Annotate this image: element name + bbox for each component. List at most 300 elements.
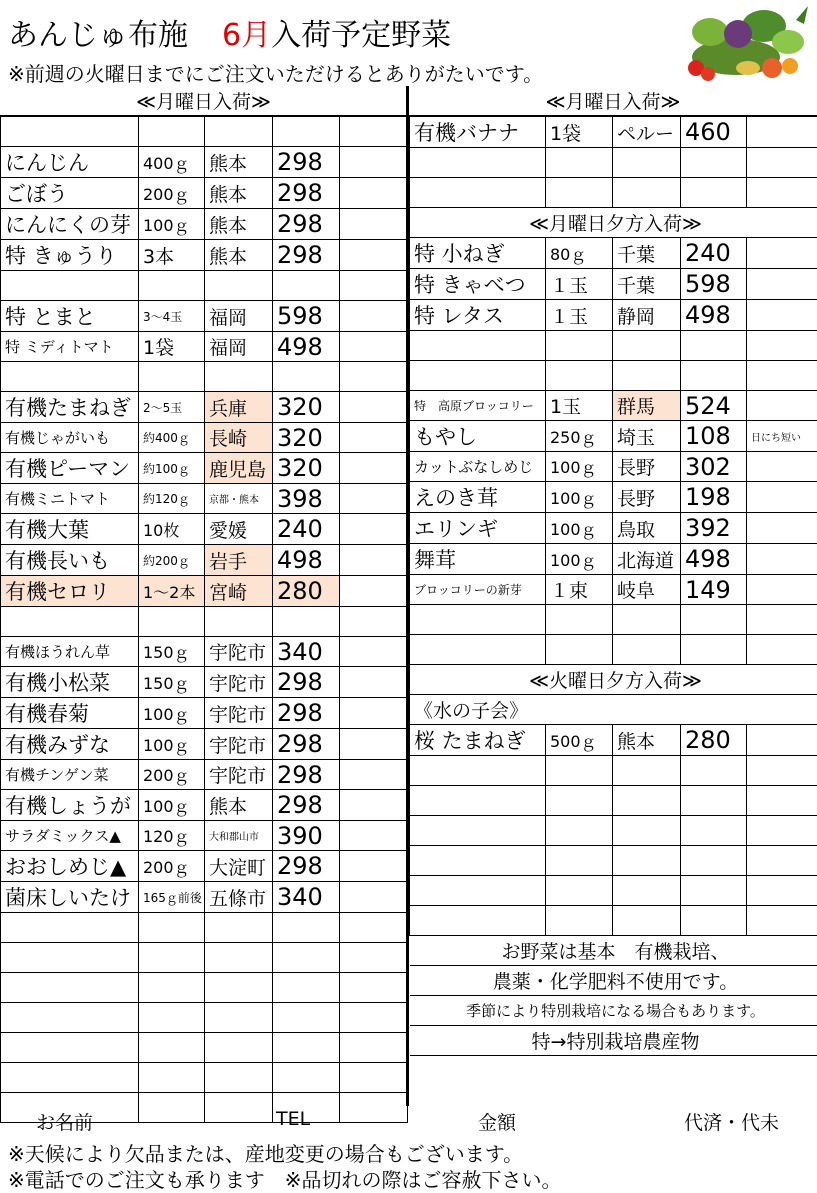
product-quantity	[546, 846, 613, 876]
group-label: 《水の子会》	[410, 695, 817, 725]
extra-note[interactable]	[747, 391, 817, 421]
extra-note[interactable]	[340, 1003, 408, 1033]
product-quantity: 120ｇ	[139, 821, 205, 851]
product-name	[1, 362, 139, 392]
extra-note[interactable]	[340, 362, 408, 392]
product-price: 298	[273, 147, 340, 178]
page-title	[8, 10, 451, 54]
product-quantity: １玉	[546, 300, 613, 331]
product-quantity: 10枚	[139, 514, 205, 545]
product-price: 298	[273, 240, 340, 271]
product-row	[410, 391, 817, 421]
extra-note[interactable]	[747, 117, 817, 148]
product-name: 有機セロリ	[1, 576, 139, 607]
product-name	[410, 331, 546, 361]
product-row	[1, 332, 408, 362]
section-heading: ≪月曜日夕方入荷≫	[410, 208, 817, 238]
product-price: 298	[273, 760, 340, 790]
section-tuesday-evening-arrival	[410, 665, 817, 695]
extra-note[interactable]: 日にち短い	[747, 421, 817, 452]
product-quantity	[546, 876, 613, 906]
extra-note[interactable]	[340, 790, 408, 821]
product-price: 298	[273, 729, 340, 760]
product-quantity: 200ｇ	[139, 760, 205, 790]
product-quantity: 約120ｇ	[139, 484, 205, 514]
product-name: 舞茸	[410, 544, 546, 575]
product-origin: 宇陀市	[205, 698, 273, 729]
section-monday-evening-arrival	[410, 208, 817, 238]
product-origin	[613, 756, 681, 786]
product-price	[681, 876, 747, 906]
product-origin	[205, 913, 273, 943]
product-name	[410, 816, 546, 846]
extra-note[interactable]	[340, 698, 408, 729]
product-price: 498	[273, 545, 340, 576]
product-row	[1, 667, 408, 698]
extra-note[interactable]	[340, 392, 408, 423]
vegetables-illustration-icon	[676, 2, 812, 86]
product-quantity: 約200ｇ	[139, 545, 205, 576]
product-price: 298	[273, 178, 340, 209]
extra-note[interactable]	[340, 423, 408, 453]
name-field-label[interactable]: お名前	[36, 1112, 94, 1134]
product-price: 598	[681, 269, 747, 300]
product-price	[273, 117, 340, 147]
product-name	[1, 913, 139, 943]
product-quantity: 100ｇ	[546, 482, 613, 513]
extra-note[interactable]	[747, 331, 817, 361]
product-price	[273, 1003, 340, 1033]
product-row	[410, 906, 817, 936]
product-name	[410, 906, 546, 936]
amount-field-label[interactable]: 金額	[478, 1112, 517, 1134]
product-price	[273, 943, 340, 973]
product-quantity	[139, 607, 205, 637]
product-quantity	[546, 605, 613, 635]
product-row	[410, 816, 817, 846]
store-name: あんじゅ布施	[8, 18, 188, 53]
product-name	[410, 635, 546, 665]
product-origin: 千葉	[613, 269, 681, 300]
cultivation-note: 農薬・化学肥料不使用です。	[410, 966, 817, 996]
weather-note: ※天候により欠品または、産地変更の場合もございます。	[8, 1142, 524, 1166]
product-name	[410, 178, 546, 208]
product-name: 有機しょうが	[1, 790, 139, 821]
right-column	[409, 86, 817, 1106]
extra-note[interactable]	[747, 816, 817, 846]
product-origin: 宇陀市	[205, 760, 273, 790]
product-name	[410, 846, 546, 876]
product-price	[273, 271, 340, 301]
product-quantity	[139, 1003, 205, 1033]
footer	[0, 1106, 817, 1193]
product-quantity	[546, 786, 613, 816]
product-name	[1, 117, 139, 147]
product-name: 特 小ねぎ	[410, 238, 546, 269]
product-row	[410, 605, 817, 635]
extra-note[interactable]	[340, 667, 408, 698]
product-price: 240	[273, 514, 340, 545]
extra-note[interactable]	[340, 178, 408, 209]
product-price	[273, 1033, 340, 1063]
product-name: にんじん	[1, 147, 139, 178]
monday-produce-table	[0, 116, 408, 1123]
product-row	[410, 300, 817, 331]
product-name: カットぶなしめじ	[410, 452, 546, 482]
product-origin: 群馬	[613, 391, 681, 421]
product-quantity	[139, 271, 205, 301]
product-origin	[613, 635, 681, 665]
product-origin: 宇陀市	[205, 667, 273, 698]
product-name: 有機大葉	[1, 514, 139, 545]
product-origin: 北海道	[613, 544, 681, 575]
product-quantity	[546, 178, 613, 208]
extra-note[interactable]	[340, 576, 408, 607]
product-origin: 兵庫	[205, 392, 273, 423]
cultivation-note-row	[410, 996, 817, 1026]
extra-note[interactable]	[340, 545, 408, 576]
product-quantity: 約100ｇ	[139, 453, 205, 484]
extra-note[interactable]	[747, 269, 817, 300]
product-quantity: 150ｇ	[139, 667, 205, 698]
extra-note[interactable]	[747, 544, 817, 575]
extra-note[interactable]	[747, 786, 817, 816]
product-quantity	[546, 331, 613, 361]
section-heading: ≪火曜日夕方入荷≫	[410, 665, 817, 695]
group-label-row	[410, 695, 817, 725]
section-monday-arrival-right: ≪月曜日入荷≫	[409, 86, 817, 116]
product-name: 有機長いも	[1, 545, 139, 576]
product-origin: 宮崎	[205, 576, 273, 607]
product-row	[1, 209, 408, 240]
extra-note[interactable]	[340, 821, 408, 851]
product-row	[410, 421, 817, 452]
product-origin: 鹿児島	[205, 453, 273, 484]
product-price	[273, 607, 340, 637]
extra-note[interactable]	[340, 209, 408, 240]
extra-note[interactable]	[340, 1033, 408, 1063]
product-origin: 鳥取	[613, 513, 681, 544]
extra-note[interactable]	[747, 482, 817, 513]
product-price	[681, 361, 747, 391]
extra-note[interactable]	[747, 906, 817, 936]
extra-note[interactable]	[340, 851, 408, 882]
extra-note[interactable]	[340, 607, 408, 637]
product-origin	[205, 607, 273, 637]
product-row	[1, 882, 408, 913]
product-origin: 熊本	[205, 147, 273, 178]
extra-note[interactable]	[747, 178, 817, 208]
product-origin: 京都・熊本	[205, 484, 273, 514]
extra-note[interactable]	[747, 756, 817, 786]
product-price: 298	[273, 790, 340, 821]
product-origin: 岩手	[205, 545, 273, 576]
extra-note[interactable]	[340, 1063, 408, 1093]
product-name: 有機ミニトマト	[1, 484, 139, 514]
product-name	[1, 943, 139, 973]
product-quantity	[139, 1063, 205, 1093]
product-price: 498	[273, 332, 340, 362]
right-produce-table	[409, 116, 817, 1056]
product-name: にんにくの芽	[1, 209, 139, 240]
product-quantity: 200ｇ	[139, 851, 205, 882]
extra-note[interactable]	[747, 452, 817, 482]
product-name	[410, 756, 546, 786]
extra-note[interactable]	[340, 453, 408, 484]
product-price: 340	[273, 882, 340, 913]
product-name: サラダミックス▲	[1, 821, 139, 851]
cultivation-note-row	[410, 936, 817, 966]
extra-note[interactable]	[340, 240, 408, 271]
product-origin: 熊本	[205, 178, 273, 209]
extra-note[interactable]	[747, 148, 817, 178]
product-row	[410, 635, 817, 665]
monday-left-column	[0, 86, 407, 1106]
product-name: 特 きゅうり	[1, 240, 139, 271]
product-quantity: 2～5玉	[139, 392, 205, 423]
product-row	[410, 331, 817, 361]
product-quantity	[139, 973, 205, 1003]
cultivation-note-row	[410, 1026, 817, 1056]
product-origin: 岐阜	[613, 575, 681, 605]
product-quantity: １束	[546, 575, 613, 605]
product-row	[1, 117, 408, 147]
product-origin: 熊本	[205, 240, 273, 271]
product-row	[1, 760, 408, 790]
product-origin	[205, 271, 273, 301]
extra-note[interactable]	[747, 846, 817, 876]
product-quantity: 100ｇ	[139, 698, 205, 729]
product-name: 有機チンゲン菜	[1, 760, 139, 790]
payment-status-label[interactable]: 代済・代未	[684, 1112, 780, 1134]
extra-note[interactable]	[340, 271, 408, 301]
product-row	[1, 973, 408, 1003]
product-row	[1, 514, 408, 545]
product-origin: 埼玉	[613, 421, 681, 452]
product-origin: 千葉	[613, 238, 681, 269]
product-price	[681, 846, 747, 876]
product-price: 598	[273, 301, 340, 332]
product-name: エリンギ	[410, 513, 546, 544]
extra-note[interactable]	[747, 725, 817, 756]
product-name	[1, 1033, 139, 1063]
product-quantity: 100ｇ	[139, 209, 205, 240]
product-origin: ペルー	[613, 117, 681, 148]
extra-note[interactable]	[340, 514, 408, 545]
product-origin: 福岡	[205, 332, 273, 362]
product-row	[1, 178, 408, 209]
product-row	[1, 1033, 408, 1063]
product-price: 498	[681, 300, 747, 331]
product-name	[1, 271, 139, 301]
product-name: 有機じゃがいも	[1, 423, 139, 453]
product-price: 398	[273, 484, 340, 514]
extra-note[interactable]	[340, 882, 408, 913]
product-origin	[205, 1003, 273, 1033]
product-price: 298	[273, 698, 340, 729]
product-quantity: 3～4玉	[139, 301, 205, 332]
product-price	[681, 816, 747, 846]
product-price: 340	[273, 637, 340, 667]
product-quantity: 1袋	[139, 332, 205, 362]
cultivation-note: 季節により特別栽培になる場合もあります。	[410, 996, 817, 1026]
order-deadline-note: ※前週の火曜日までにご注文いただけるとありがたいです。	[8, 62, 544, 86]
product-row	[410, 846, 817, 876]
extra-note[interactable]	[747, 238, 817, 269]
product-quantity	[546, 756, 613, 786]
product-row	[1, 576, 408, 607]
extra-note[interactable]	[747, 513, 817, 544]
product-row	[1, 1003, 408, 1033]
product-row	[1, 851, 408, 882]
product-origin: 長崎	[205, 423, 273, 453]
product-row	[1, 423, 408, 453]
product-row	[410, 756, 817, 786]
product-name: ブロッコリーの新芽	[410, 575, 546, 605]
cultivation-note-row	[410, 966, 817, 996]
extra-note[interactable]	[340, 973, 408, 1003]
product-name	[410, 148, 546, 178]
product-price: 198	[681, 482, 747, 513]
product-quantity	[546, 635, 613, 665]
product-name	[1, 1003, 139, 1033]
extra-note[interactable]	[747, 635, 817, 665]
product-origin: 熊本	[613, 725, 681, 756]
product-row	[1, 821, 408, 851]
product-origin	[205, 362, 273, 392]
product-row	[410, 786, 817, 816]
product-price: 524	[681, 391, 747, 421]
product-row	[410, 482, 817, 513]
product-price: 320	[273, 392, 340, 423]
extra-note[interactable]	[747, 575, 817, 605]
product-name	[1, 607, 139, 637]
product-row	[1, 453, 408, 484]
product-name	[1, 973, 139, 1003]
phone-order-note: ※電話でのご注文も承ります ※品切れの際はご容赦下さい。	[8, 1168, 562, 1192]
product-row	[410, 876, 817, 906]
product-row	[410, 361, 817, 391]
product-name: 特 高原ブロッコリー	[410, 391, 546, 421]
extra-note[interactable]	[340, 637, 408, 667]
extra-note[interactable]	[340, 147, 408, 178]
product-name: おおしめじ▲	[1, 851, 139, 882]
product-price: 320	[273, 423, 340, 453]
product-origin	[205, 1033, 273, 1063]
product-name	[410, 605, 546, 635]
product-price	[681, 178, 747, 208]
product-price	[273, 1063, 340, 1093]
product-origin: 大淀町	[205, 851, 273, 882]
extra-note[interactable]	[747, 605, 817, 635]
product-origin	[205, 943, 273, 973]
product-name: えのき茸	[410, 482, 546, 513]
product-name: 有機たまねぎ	[1, 392, 139, 423]
product-price	[681, 605, 747, 635]
product-row	[1, 240, 408, 271]
product-name: 特 ミディトマト	[1, 332, 139, 362]
product-name: 特 きゃべつ	[410, 269, 546, 300]
extra-note[interactable]	[340, 117, 408, 147]
product-row	[410, 725, 817, 756]
product-quantity: 100ｇ	[546, 544, 613, 575]
product-origin	[613, 816, 681, 846]
product-origin: 熊本	[205, 790, 273, 821]
product-row	[1, 943, 408, 973]
product-row	[410, 148, 817, 178]
extra-note[interactable]	[747, 361, 817, 391]
product-quantity: 3本	[139, 240, 205, 271]
extra-note[interactable]	[340, 484, 408, 514]
product-quantity: 80ｇ	[546, 238, 613, 269]
product-origin	[205, 1063, 273, 1093]
extra-note[interactable]	[340, 913, 408, 943]
product-price	[681, 331, 747, 361]
product-quantity	[139, 362, 205, 392]
product-price: 302	[681, 452, 747, 482]
product-price	[681, 635, 747, 665]
extra-note[interactable]	[747, 876, 817, 906]
product-name: 桜 たまねぎ	[410, 725, 546, 756]
product-row	[1, 607, 408, 637]
product-name: 有機みずな	[1, 729, 139, 760]
tel-field-label[interactable]: TEL	[276, 1108, 311, 1130]
product-row	[1, 392, 408, 423]
product-origin: 長野	[613, 482, 681, 513]
product-price	[273, 913, 340, 943]
product-row	[1, 147, 408, 178]
product-quantity: 1～2本	[139, 576, 205, 607]
product-quantity: 150ｇ	[139, 637, 205, 667]
product-origin: 熊本	[205, 209, 273, 240]
product-origin	[613, 148, 681, 178]
product-price	[273, 362, 340, 392]
extra-note[interactable]	[340, 729, 408, 760]
product-price	[681, 906, 747, 936]
product-origin	[205, 973, 273, 1003]
extra-note[interactable]	[340, 760, 408, 790]
product-quantity	[139, 1033, 205, 1063]
extra-note[interactable]	[340, 943, 408, 973]
product-row	[410, 544, 817, 575]
product-quantity: 1玉	[546, 391, 613, 421]
product-name: 有機小松菜	[1, 667, 139, 698]
product-name: 有機ピーマン	[1, 453, 139, 484]
extra-note[interactable]	[340, 332, 408, 362]
product-row	[1, 913, 408, 943]
product-quantity	[546, 148, 613, 178]
product-quantity: 1袋	[546, 117, 613, 148]
extra-note[interactable]	[747, 300, 817, 331]
product-row	[410, 238, 817, 269]
product-name	[410, 876, 546, 906]
product-quantity: 400ｇ	[139, 147, 205, 178]
product-quantity	[546, 906, 613, 936]
product-price: 240	[681, 238, 747, 269]
extra-note[interactable]	[340, 301, 408, 332]
product-price: 298	[273, 851, 340, 882]
product-name: 有機バナナ	[410, 117, 546, 148]
product-quantity: 165ｇ前後	[139, 882, 205, 913]
product-origin	[613, 331, 681, 361]
product-row	[410, 269, 817, 300]
product-origin	[205, 117, 273, 147]
product-name: ごぼう	[1, 178, 139, 209]
product-quantity: 100ｇ	[139, 790, 205, 821]
product-origin: 長野	[613, 452, 681, 482]
product-name	[410, 361, 546, 391]
product-price: 460	[681, 117, 747, 148]
